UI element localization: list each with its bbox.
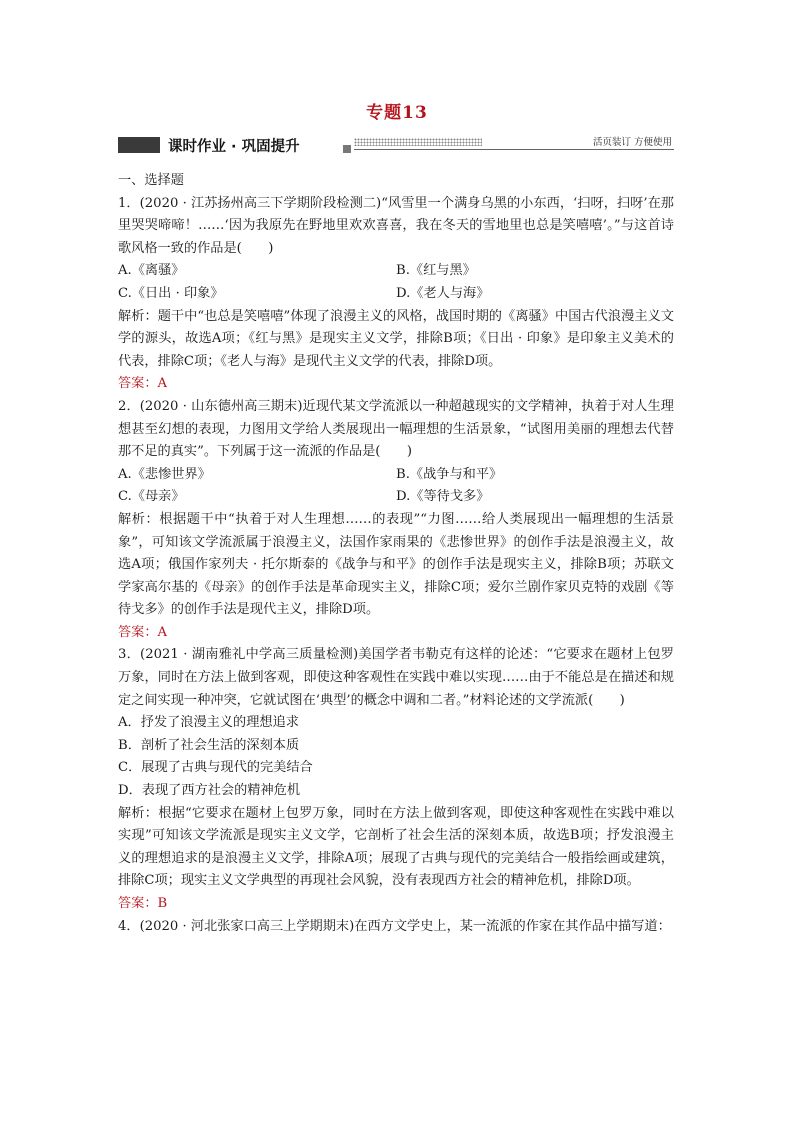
question-4-stem: 4．(2020 · 河北张家口高三上学期期末)在西方文学史上，某一流派的作家在其作品中描写道： xyxy=(118,918,671,934)
option-b: B.《红与黑》 xyxy=(396,263,476,279)
question-2-options-row-2 xyxy=(118,486,674,509)
banner-square-icon xyxy=(343,145,351,153)
banner-rule xyxy=(354,149,674,150)
question-1-answer: 答案：A xyxy=(118,376,168,392)
option-b: B.《战争与和平》 xyxy=(396,466,503,482)
option-d: D.《等待戈多》 xyxy=(396,489,490,505)
option-a: A．抒发了浪漫主义的理想追求 xyxy=(118,715,299,731)
question-3-stem: 3．(2021 · 湖南雅礼中学高三质量检测)美国学者韦勒克有这样的论述：“它要求在题材上包罗万象，同时在方法上做到客观，即使这种客观性在实践中难以实现……由于不能总是在描述和规定之间实现一种冲突，它就试图在‘典型’的概念中调和二者。”材料论述的文学流派( ) xyxy=(118,647,674,708)
question-1-options-row-2 xyxy=(118,283,674,306)
banner-dot-pattern xyxy=(354,138,482,146)
option-c: C.《日出 · 印象》 xyxy=(118,285,224,301)
question-2-options-row-1 xyxy=(118,464,674,487)
section-heading: 一、选择题 xyxy=(118,173,184,188)
option-a: A.《悲惨世界》 xyxy=(118,466,211,482)
question-1-options-row-1 xyxy=(118,260,674,283)
section-banner xyxy=(118,135,674,157)
option-c: C.《母亲》 xyxy=(118,489,185,505)
option-b: B．剖析了社会生活的深刻本质 xyxy=(118,737,300,753)
question-2-answer: 答案：A xyxy=(118,624,168,640)
banner-note: 活页装订 方便使用 xyxy=(592,137,672,148)
page-title: 专题13 xyxy=(366,103,428,123)
question-1-stem: 1．(2020 · 江苏扬州高三下学期阶段检测二)“风雪里一个满身乌黑的小东西，‘扫呀，扫呀’在那里哭哭啼啼！……‘因为我原先在野地里欢欢喜喜，我在冬天的雪地里也总是笑嘻嘻’。”与这首诗歌风格一致的作品是( ) xyxy=(118,195,674,256)
option-d: D.《老人与海》 xyxy=(396,285,490,301)
document-body xyxy=(118,170,674,938)
question-1-analysis: 解析：题干中“也总是笑嘻嘻”体现了浪漫主义的风格，战国时期的《离骚》中国古代浪漫主义文学的源头，故选A项；《红与黑》是现实主义文学，排除B项；《日出 · 印象》是印象主义美术的代表，排除C项；《老人与海》是现代主义文学的代表，排除D项。 xyxy=(118,308,674,369)
question-3-analysis: 解析：根据“它要求在题材上包罗万象，同时在方法上做到客观，即使这种客观性在实践中难以实现”可知该文学流派是现实主义文学，它剖析了社会生活的深刻本质，故选B项；抒发浪漫主义的理想追求的是浪漫主义文学，排除A项；展现了古典与现代的完美结合一般指绘画或建筑，排除C项；现实主义文学典型的再现社会风貌，没有表现西方社会的精神危机，排除D项。 xyxy=(118,805,674,889)
question-3-answer: 答案：B xyxy=(118,896,168,911)
option-c: C．展现了古典与现代的完美结合 xyxy=(118,760,313,776)
banner-block xyxy=(118,137,160,153)
option-d: D．表现了西方社会的精神危机 xyxy=(118,783,301,799)
option-a: A.《离骚》 xyxy=(118,263,185,279)
banner-label: 课时作业 · 巩固提升 xyxy=(168,139,300,155)
question-2-stem: 2．(2020 · 山东德州高三期末)近现代某文学流派以一种超越现实的文学精神，执着于对人生理想甚至幻想的表现，力图用文学给人类展现出一幅理想的生活景象，“试图用美丽的理想去代替那不足的真实”。下列属于这一流派的作品是( ) xyxy=(118,398,674,460)
question-2-analysis: 解析：根据题干中“执着于对人生理想……的表现”“力图……给人类展现出一幅理想的生活景象”，可知该文学流派属于浪漫主义，法国作家雨果的《悲惨世界》的创作手法是浪漫主义，故选A项；俄国作家列夫 · 托尔斯泰的《战争与和平》的创作手法是现实主义，排除B项；苏联文学家高尔基的《母亲》的创作手法是革命现实主义，排除C项；爱尔兰剧作家贝克特的戏剧《等待戈多》的创作手法是现代主义，排除D项。 xyxy=(118,511,674,618)
